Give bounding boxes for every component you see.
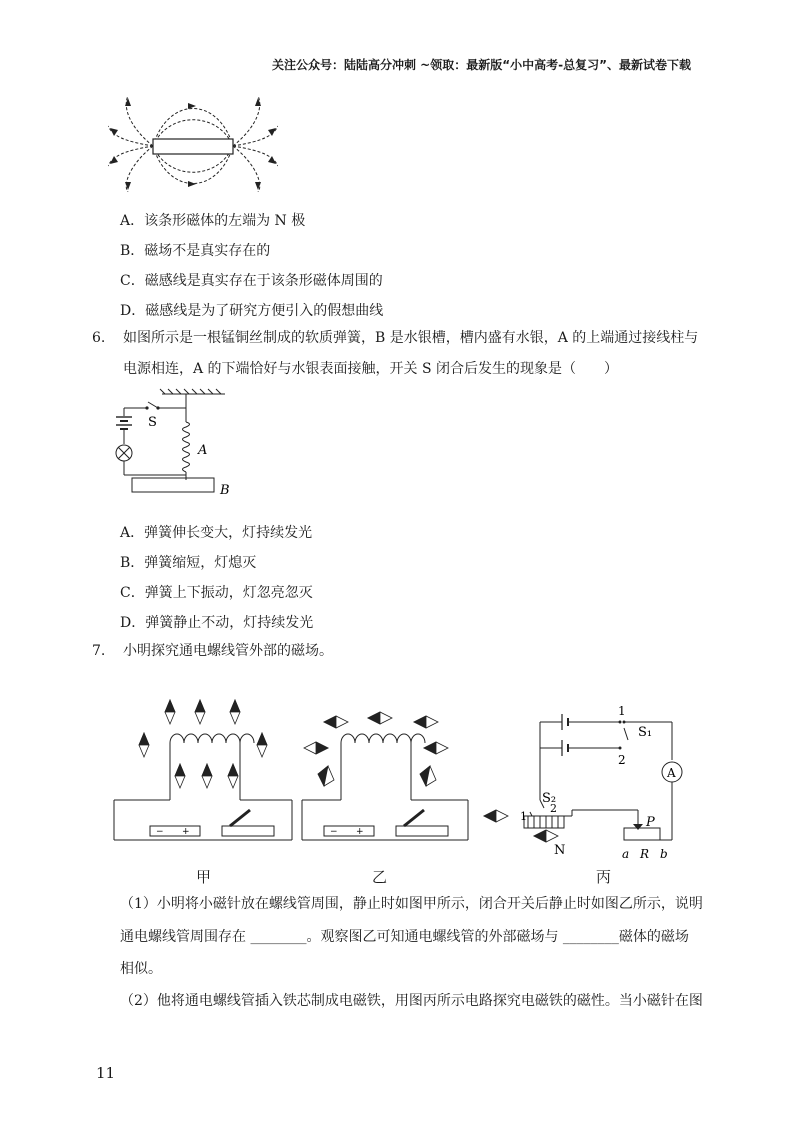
figure-bing <box>480 700 720 870</box>
label-pin2-s2: 2 <box>550 802 557 815</box>
q6-option-d: D．弹簧静止不动，灯持续发光 <box>120 615 314 631</box>
q6-stem-line1: 如图所示是一根锰铜丝制成的软质弹簧，B 是水银槽，槽内盛有水银，A 的上端通过接线柱与 <box>123 330 699 346</box>
label-yi: 乙 <box>372 868 388 886</box>
label-pin2-top: 2 <box>618 753 626 767</box>
q5-option-d: D．磁感线是为了研究方便引入的假想曲线 <box>120 303 384 319</box>
q7-part1-line3: 相似。 <box>120 961 162 977</box>
q6-stem-line2: 电源相连，A 的下端恰好与水银表面接触，开关 S 闭合后发生的现象是（ ） <box>123 361 619 377</box>
q7-part1-line2: 通电螺线管周围存在 ________。观察图乙可知通电螺线管的外部磁场与 ________磁体的磁场 <box>120 929 689 945</box>
label-jia: 甲 <box>196 868 212 886</box>
q6-number: 6. <box>92 330 106 346</box>
svg-text:+: + <box>356 827 364 837</box>
q5-option-b: B．磁场不是真实存在的 <box>120 243 271 259</box>
spring-circuit-figure <box>110 388 240 500</box>
q6-option-b: B．弹簧缩短，灯熄灭 <box>120 555 257 571</box>
q7-stem: 小明探究通电螺线管外部的磁场。 <box>123 643 333 659</box>
label-a: A <box>198 443 208 458</box>
label-n: N <box>554 843 566 858</box>
q6-option-c: C．弹簧上下振动，灯忽亮忽灭 <box>120 585 313 601</box>
svg-text:−: − <box>330 827 338 837</box>
label-b-end: b <box>660 847 668 861</box>
label-p: P <box>646 815 655 830</box>
label-pin1-top: 1 <box>618 704 626 718</box>
svg-text:−: − <box>156 827 164 837</box>
label-bing: 丙 <box>596 868 612 886</box>
label-ammeter: A <box>667 766 676 780</box>
q7-part2-line1: （2）他将通电螺线管插入铁芯制成电磁铁，用图丙所示电路探究电磁铁的磁性。当小磁针在图 <box>120 993 703 1009</box>
label-r: R <box>640 847 650 861</box>
label-s1: S₁ <box>638 725 653 740</box>
figure-jia <box>110 698 295 858</box>
q5-option-c: C．磁感线是真实存在于该条形磁体周围的 <box>120 273 383 289</box>
q6-option-a: A．弹簧伸长变大，灯持续发光 <box>120 525 313 541</box>
label-b: B <box>220 483 230 498</box>
label-s: S <box>148 415 157 430</box>
figure-yi <box>296 698 476 858</box>
q5-option-a: A．该条形磁体的左端为 N 极 <box>120 213 306 229</box>
label-s2: S₂ <box>542 791 557 806</box>
q7-number: 7. <box>92 643 106 659</box>
page-number: 11 <box>96 1064 116 1082</box>
svg-text:+: + <box>182 827 190 837</box>
label-pin1-s2: 1 <box>520 810 527 823</box>
label-a-end: a <box>622 847 630 861</box>
q7-part1-line1: （1）小明将小磁针放在螺线管周围，静止时如图甲所示，闭合开关后静止时如图乙所示，说明 <box>120 896 703 912</box>
bar-magnet-figure <box>108 96 278 192</box>
page-header: 关注公众号：陆陆高分冲刺 ~领取：最新版“小中高考-总复习”、最新试卷下载 <box>272 58 691 72</box>
